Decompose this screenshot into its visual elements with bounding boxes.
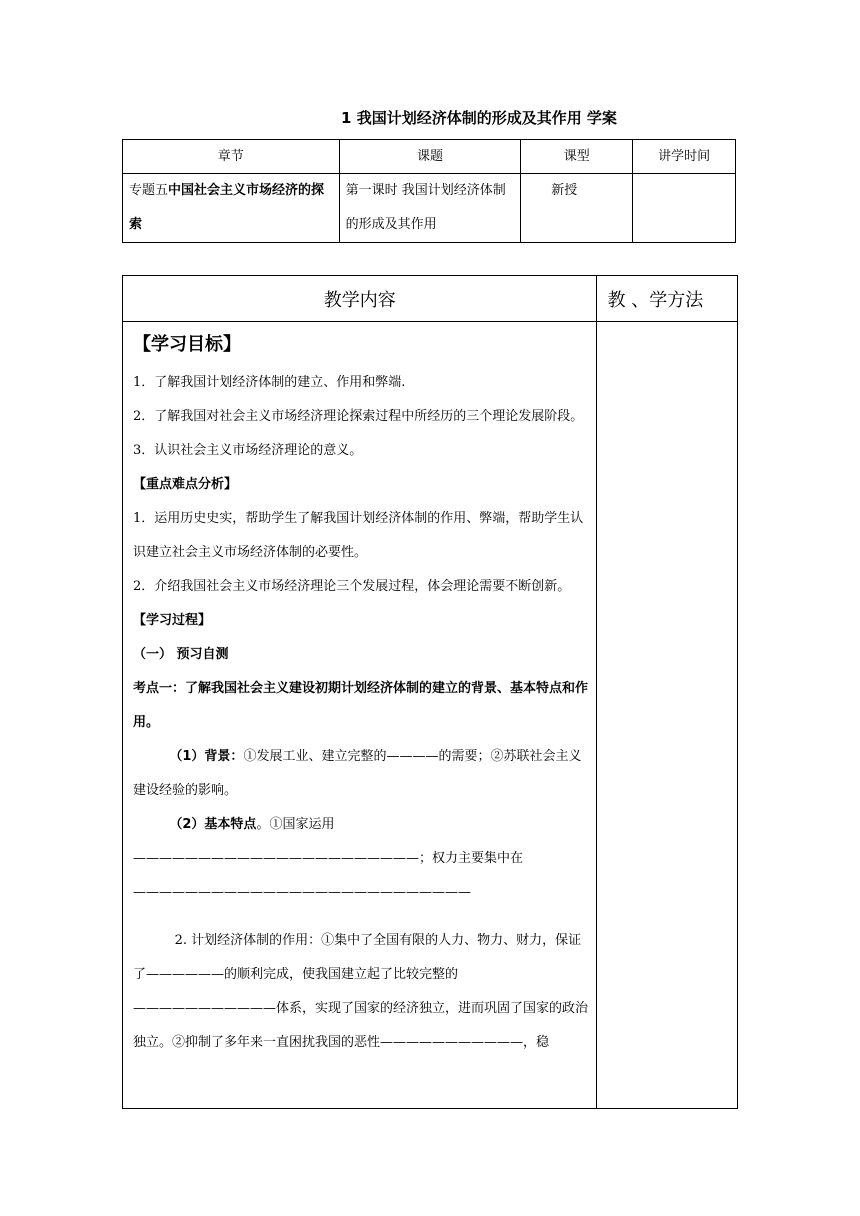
features-label: （2）基本特点 — [169, 817, 257, 832]
chapter-prefix: 专题五 — [129, 183, 169, 198]
time-cell — [633, 174, 736, 243]
process-heading: 【学习过程】 — [133, 613, 212, 628]
main-header-row — [123, 276, 738, 322]
background-text: ①发展工业、建立完整的————的需要；②苏联社会主义建设经验的影响。 — [133, 749, 582, 798]
objective-item: 1．了解我国计划经济体制的建立、作用和弊端. — [133, 375, 406, 390]
chapter-cell — [123, 174, 340, 243]
topic-cell: 第一课时 我国计划经济体制的形成及其作用 — [339, 174, 521, 243]
main-table — [122, 275, 738, 1109]
info-header-row — [123, 140, 736, 174]
header-topic: 课题 — [339, 140, 521, 174]
header-method: 教 、学方法 — [597, 276, 738, 322]
objectives-heading: 【学习目标】 — [133, 334, 241, 355]
main-body-row — [123, 322, 738, 1109]
key-point-item: 2．介绍我国社会主义市场经济理论三个发展过程，体会理论需要不断创新。 — [133, 579, 571, 594]
method-cell — [597, 322, 738, 1109]
info-data-row — [123, 174, 736, 243]
section-one-heading: （一） 预习自测 — [133, 647, 229, 662]
effect-paragraph: 2. 计划经济体制的作用：①集中了全国有限的人力、物力、财力，保证了——————的顺利完成，使我国建立起了比较完整的———————————体系，实现了国家的经济独立，进而巩固了国家的政治独立。②抑制了多年来一直困扰我国的恶性———————————，稳 — [133, 933, 589, 1050]
key-point-item: 1．运用历史史实，帮助学生了解我国计划经济体制的作用、弊端，帮助学生认识建立社会主义市场经济体制的必要性。 — [133, 511, 584, 560]
content-cell — [123, 322, 597, 1109]
header-type: 课型 — [521, 140, 633, 174]
lesson-type-cell: 新授 — [521, 174, 633, 243]
features-text: 。①国家运用——————————————————————；权力主要集中在—————————————————————————— — [133, 817, 524, 900]
background-label: （1）背景： — [169, 749, 244, 764]
page-title: 1 我国计划经济体制的形成及其作用 学案 — [341, 109, 617, 127]
background-paragraph — [133, 740, 588, 808]
header-time: 讲学时间 — [633, 140, 736, 174]
objective-item: 3．认识社会主义市场经济理论的意义。 — [133, 443, 363, 458]
features-paragraph — [133, 808, 588, 910]
header-chapter: 章节 — [123, 140, 340, 174]
objective-item: 2．了解我国对社会主义市场经济理论探索过程中所经历的三个理论发展阶段。 — [133, 409, 584, 424]
header-content: 教学内容 — [123, 276, 597, 322]
kaodian-one: 考点一：了解我国社会主义建设初期计划经济体制的建立的背景、基本特点和作用。 — [133, 681, 589, 730]
info-table — [122, 139, 736, 243]
key-points-heading: 【重点难点分析】 — [133, 477, 238, 492]
chapter-name: 中国社会主义市场经济的探索 — [129, 183, 325, 232]
